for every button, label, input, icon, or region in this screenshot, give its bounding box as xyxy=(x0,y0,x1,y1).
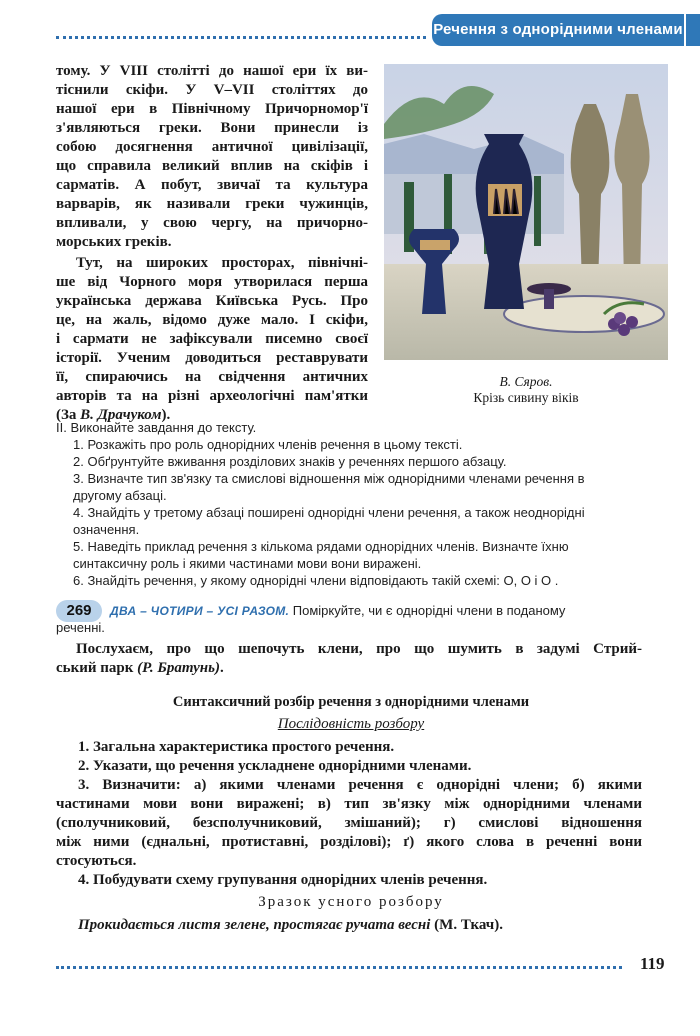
sample-sentence-line xyxy=(78,917,503,934)
exercise-sentence-line xyxy=(56,659,642,678)
exercise-sentence-line: Послухаєм, про що шепочуть клени, про що шумить в задумі Стрий- xyxy=(76,641,642,657)
text-line: історії. Ученим доводиться реставрувати xyxy=(56,350,368,366)
analysis-step: 3. Визначити: а) якими членами речення є однорідні члени; б) якими xyxy=(78,777,642,793)
analysis-step: (сполучниковий, безсполучниковий, змішаний); г) смислові відношення xyxy=(56,815,642,831)
text-line: варварів, як називали греки чужинців, xyxy=(56,196,368,212)
text-line: морських греків. xyxy=(56,234,172,250)
source-prefix: (За xyxy=(56,407,81,423)
exercise-sentence xyxy=(56,640,642,678)
text-line: що справила великий вплив на скіфів і xyxy=(56,158,368,174)
sample-author: (М. Ткач). xyxy=(430,917,503,933)
exercise-sentence-text: ський парк xyxy=(56,660,138,676)
text-line: собою досягнення античної цивілізації, xyxy=(56,139,368,155)
page-number: 119 xyxy=(640,954,665,973)
analysis-title: Синтаксичний розбір речення з однорідними членами xyxy=(172,694,530,710)
analysis-subtitle: Послідовність розбору xyxy=(277,716,425,732)
analysis-step: 1. Загальна характеристика простого речення. xyxy=(78,739,395,755)
analysis-steps xyxy=(56,738,642,890)
text-line: нашої ери в Північному Причорномор'ї xyxy=(56,101,368,117)
text-line: авторів та на різні археологічні пам'ятки xyxy=(56,388,368,404)
text-line: українська держава Київська Русь. Про xyxy=(56,293,368,309)
sample-title: Зразок усного розбору xyxy=(258,894,444,910)
task-item: синтаксичну роль і якими частинами мови вони виражені. xyxy=(73,556,422,571)
intro-paragraph xyxy=(56,62,368,252)
painting-caption-title: Крізь сивину віків xyxy=(473,390,579,405)
task-item: 6. Знайдіть речення, у якому однорідні члени відповідають такій схемі: О, О і О . xyxy=(73,573,559,588)
exercise-sentence-author: (Р. Братунь) xyxy=(137,660,220,676)
analysis-step: 4. Побудувати схему групування однорідних членів речення. xyxy=(78,872,488,888)
analysis-step: стосуються. xyxy=(56,853,137,869)
analysis-step: частинами мови вони виражені; в) тип зв'язку між однорідними членами xyxy=(56,796,642,812)
footer-dotted-rule xyxy=(56,966,622,969)
analysis-step: 2. Указати, що речення ускладнене однорідними членами. xyxy=(78,758,472,774)
exercise-sentence-end: . xyxy=(219,660,224,676)
painting-illustration xyxy=(384,64,668,360)
painting-caption-author: В. Сяров. xyxy=(499,374,553,389)
text-line: Тут, на широких просторах, північні- xyxy=(76,255,368,271)
text-line: це, на жаль, відомо дуже мало. І скіфи, xyxy=(56,312,368,328)
exercise-instruction-continued: реченні. xyxy=(56,620,105,635)
task-item: другому абзаці. xyxy=(73,488,167,503)
text-line: сарматів. А побут, звичаї та культура xyxy=(56,177,368,193)
text-line: ше від Чорного моря утворилася перша xyxy=(56,274,368,290)
section-title: Речення з однорідними членами xyxy=(432,14,684,46)
header-edge-bar xyxy=(686,14,700,46)
text-line: її, спираючись на свідчення античних xyxy=(56,369,368,385)
task-item: 2. Обґрунтуйте вживання розділових знаків у реченнях першого абзацу. xyxy=(73,454,507,469)
task-item: 1. Розкажіть про роль однорідних членів речення в цьому тексті. xyxy=(73,437,463,452)
task-item: означення. xyxy=(73,522,140,537)
second-paragraph xyxy=(56,254,368,425)
exercise-instruction-text: Поміркуйте, чи є однорідні члени в поданому xyxy=(292,603,566,618)
header-dotted-rule xyxy=(56,36,426,39)
text-line: впливали, у свою чергу, на причорно- xyxy=(56,215,368,231)
task-item: 3. Визначте тип зв'язку та смислові відношення між однорідними членами речення в xyxy=(73,471,585,486)
task-item: 4. Знайдіть у третому абзаці поширені однорідні члени речення, а також неоднорідні xyxy=(73,505,585,520)
source-author: В. Драчуком xyxy=(80,407,162,423)
text-line: тому. У VIII столітті до нашої ери їх ви- xyxy=(56,63,368,79)
task-item: 5. Наведіть приклад речення з кількома рядами однорідних членів. Визначте їхню xyxy=(73,539,569,554)
exercise-instruction xyxy=(110,602,565,621)
task-heading: II. Виконайте завдання до тексту. xyxy=(56,420,257,435)
exercise-mode-label: ДВА – ЧОТИРИ – УСІ РАЗОМ. xyxy=(110,604,290,618)
painting-artwork xyxy=(384,64,668,360)
source-suffix: ). xyxy=(161,407,171,423)
sample-sentence: Прокидається листя зелене, простягає ручата весні xyxy=(78,917,431,933)
text-line: і сармати не зафіксували писемно своєї xyxy=(56,331,368,347)
text-line: тіснили скіфи. У V–VII століттях до xyxy=(56,82,368,98)
exercise-number-badge: 269 xyxy=(56,600,102,622)
analysis-step: між ними (єднальні, протиставні, розділові); ґ) якого слова в реченні вони xyxy=(56,834,642,850)
text-line: з'являються греки. Вони принесли із xyxy=(56,120,368,136)
